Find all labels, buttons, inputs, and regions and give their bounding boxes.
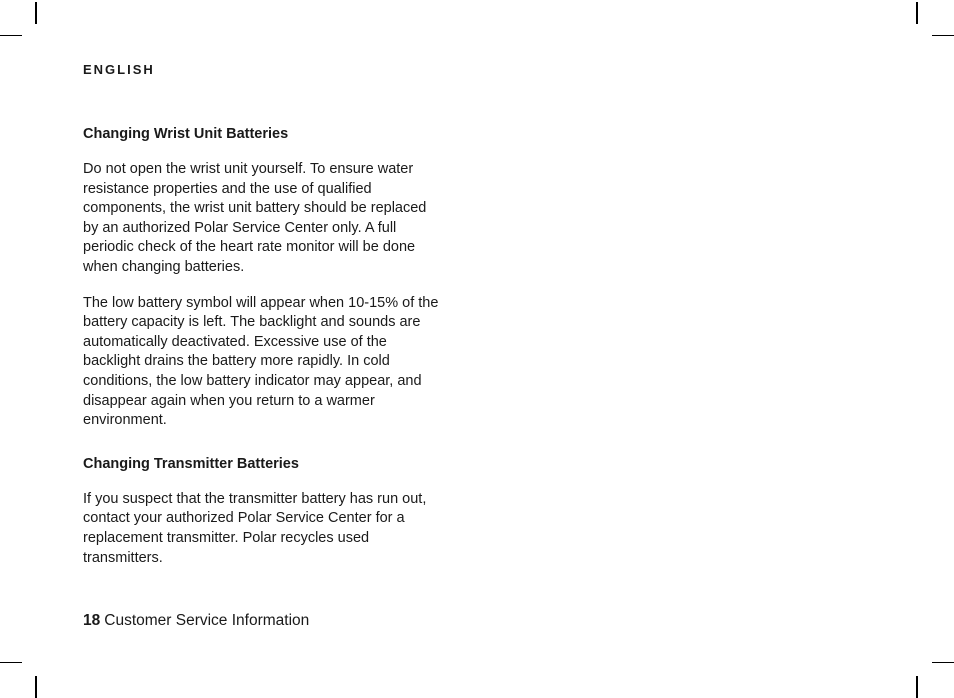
section-heading: Changing Wrist Unit Batteries — [83, 126, 289, 142]
crop-mark — [916, 2, 918, 24]
crop-mark — [932, 35, 954, 36]
page-number: 18 — [83, 612, 101, 629]
paragraph: The low battery symbol will appear when 10-15% of the battery capacity is left. The backlight and sounds are automatically deactivated. Excessive use of the backlight drains the battery more rapidly. In cold conditions, the low battery indicator may appear, and disappear again when you return to a warmer environment. — [83, 294, 439, 429]
crop-mark — [916, 676, 918, 698]
page-footer — [83, 612, 309, 630]
language-label: ENGLISH — [83, 62, 155, 77]
footer-section-title: Customer Service Information — [104, 612, 310, 629]
section-heading: Changing Transmitter Batteries — [83, 455, 299, 472]
paragraph: Do not open the wrist unit yourself. To ensure water resistance properties and the use of qualified components, the wrist unit battery should be replaced by an authorized Polar Service Center only. A full periodic check of the heart rate monitor will be done when changing batteries. — [83, 161, 427, 275]
page-content — [83, 124, 443, 584]
crop-mark — [0, 35, 22, 36]
paragraph: If you suspect that the transmitter battery has run out, contact your authorized Polar Service Center for a replacement transmitter. Polar recycles used transmitters. — [83, 490, 427, 566]
crop-mark — [0, 662, 22, 663]
crop-mark — [35, 676, 37, 698]
crop-mark — [35, 2, 37, 24]
crop-mark — [932, 662, 954, 663]
